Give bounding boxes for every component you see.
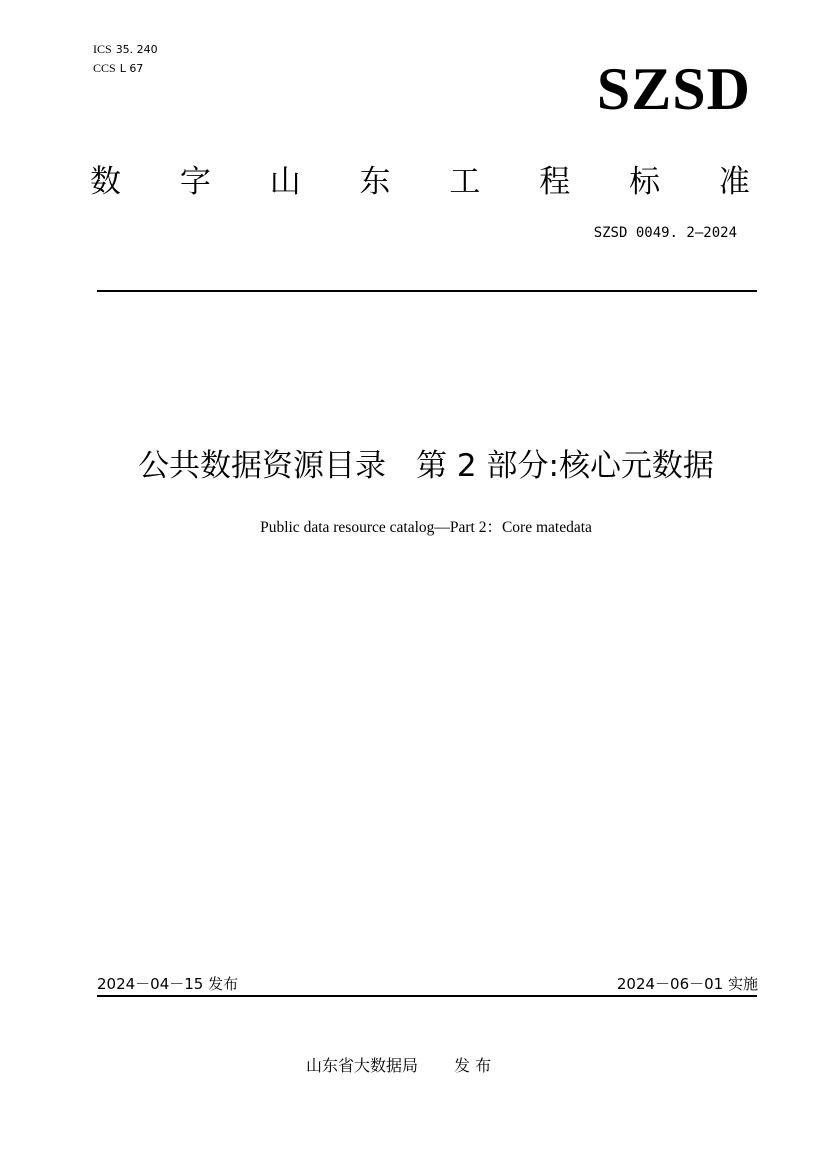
series-char: 标 <box>629 163 661 200</box>
ccs-label: CCS <box>93 61 116 75</box>
series-char: 字 <box>179 163 211 200</box>
publish-date: 2024－04－15 发布 <box>97 975 239 993</box>
publisher <box>306 1053 491 1076</box>
header-divider <box>97 290 757 292</box>
series-char: 山 <box>269 163 301 200</box>
standard-series-title <box>90 156 750 200</box>
series-char: 准 <box>718 163 750 200</box>
document-title-cn <box>0 445 815 487</box>
title-cn-part: 第 2 部分:核心元数据 <box>416 448 714 484</box>
implement-date: 2024－06－01 实施 <box>616 975 758 993</box>
ics-label: ICS <box>93 42 112 56</box>
ics-value: 35. 240 <box>115 43 158 56</box>
series-char: 数 <box>90 163 121 200</box>
footer-divider <box>97 995 757 997</box>
ccs-code <box>93 59 158 78</box>
publisher-action: 发 布 <box>454 1056 492 1075</box>
title-cn-main: 公共数据资源目录 <box>138 448 387 484</box>
standard-logo: SZSD <box>596 56 751 122</box>
standard-number: SZSD 0049. 2—2024 <box>593 225 737 241</box>
classification-codes <box>93 40 158 78</box>
ics-code <box>93 40 158 59</box>
ccs-value: L 67 <box>119 62 144 75</box>
series-char: 东 <box>359 163 391 200</box>
publisher-name: 山东省大数据局 <box>306 1056 419 1075</box>
series-char: 程 <box>539 163 571 200</box>
series-char: 工 <box>449 163 481 200</box>
document-title-en: Public data resource catalog—Part 2：Core matedata <box>260 519 592 536</box>
